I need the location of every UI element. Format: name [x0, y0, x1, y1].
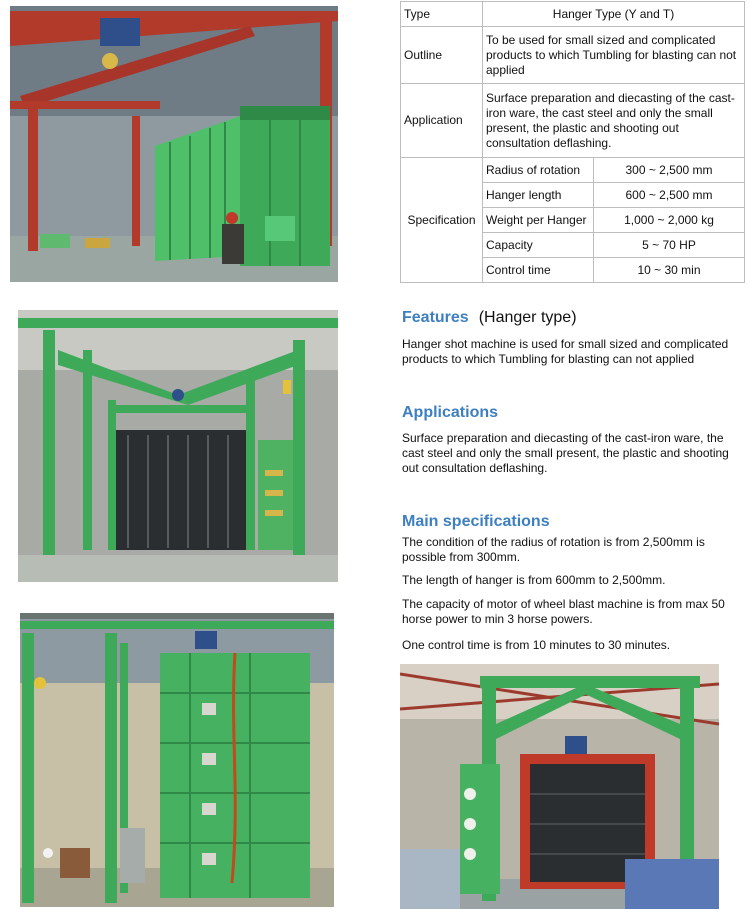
table-row [401, 27, 745, 84]
main-spec-item: The length of hanger is from 600mm to 2,500mm. [402, 573, 666, 587]
spec-name: Radius of rotation [483, 158, 594, 183]
specification-label: Specification [401, 158, 483, 283]
spec-name: Control time [483, 258, 594, 283]
spec-name: Hanger length [483, 183, 594, 208]
features-text: Hanger shot machine is used for small sized and complicated products to which Tumbling for blasting can not applied [402, 337, 729, 366]
application-value: Surface preparation and diecasting of the cast-iron ware, the cast steel and only the small present, the plastic and shooting out consultation deflashing. [483, 84, 745, 158]
spec-table [400, 1, 745, 283]
main-spec-item: One control time is from 10 minutes to 30 minutes. [402, 638, 671, 652]
spec-value: 600 ~ 2,500 mm [594, 183, 745, 208]
main-specs-title: Main specifications [402, 513, 550, 530]
photo-hanger-machine-2 [18, 310, 338, 582]
table-row [401, 158, 745, 183]
photo-hanger-machine-4 [400, 664, 719, 909]
spec-value: 10 ~ 30 min [594, 258, 745, 283]
type-label: Type [401, 2, 483, 27]
table-row [401, 84, 745, 158]
spec-value: 5 ~ 70 HP [594, 233, 745, 258]
features-heading [402, 309, 577, 327]
spec-value: 1,000 ~ 2,000 kg [594, 208, 745, 233]
applications-text: Surface preparation and diecasting of the cast-iron ware, the cast steel and only the small present, the plastic and shooting out consultation deflashing. [402, 431, 729, 475]
features-subtitle: (Hanger type) [478, 309, 577, 326]
spec-name: Weight per Hanger [483, 208, 594, 233]
spec-name: Capacity [483, 233, 594, 258]
photo-hanger-machine-1 [10, 6, 338, 282]
features-title: Features [402, 309, 469, 326]
spec-value: 300 ~ 2,500 mm [594, 158, 745, 183]
outline-label: Outline [401, 27, 483, 84]
table-row [401, 2, 745, 27]
application-label: Application [401, 84, 483, 158]
outline-value: To be used for small sized and complicated products to which Tumbling for blasting can not applied [483, 27, 745, 84]
applications-title: Applications [402, 404, 499, 421]
main-spec-item: The capacity of motor of wheel blast machine is from max 50 horse power to min 3 horse powers. [402, 597, 725, 626]
type-value: Hanger Type (Y and T) [483, 2, 745, 27]
photo-hanger-machine-3 [20, 613, 334, 907]
main-spec-item: The condition of the radius of rotation is from 2,500mm is possible from 300mm. [402, 535, 705, 564]
